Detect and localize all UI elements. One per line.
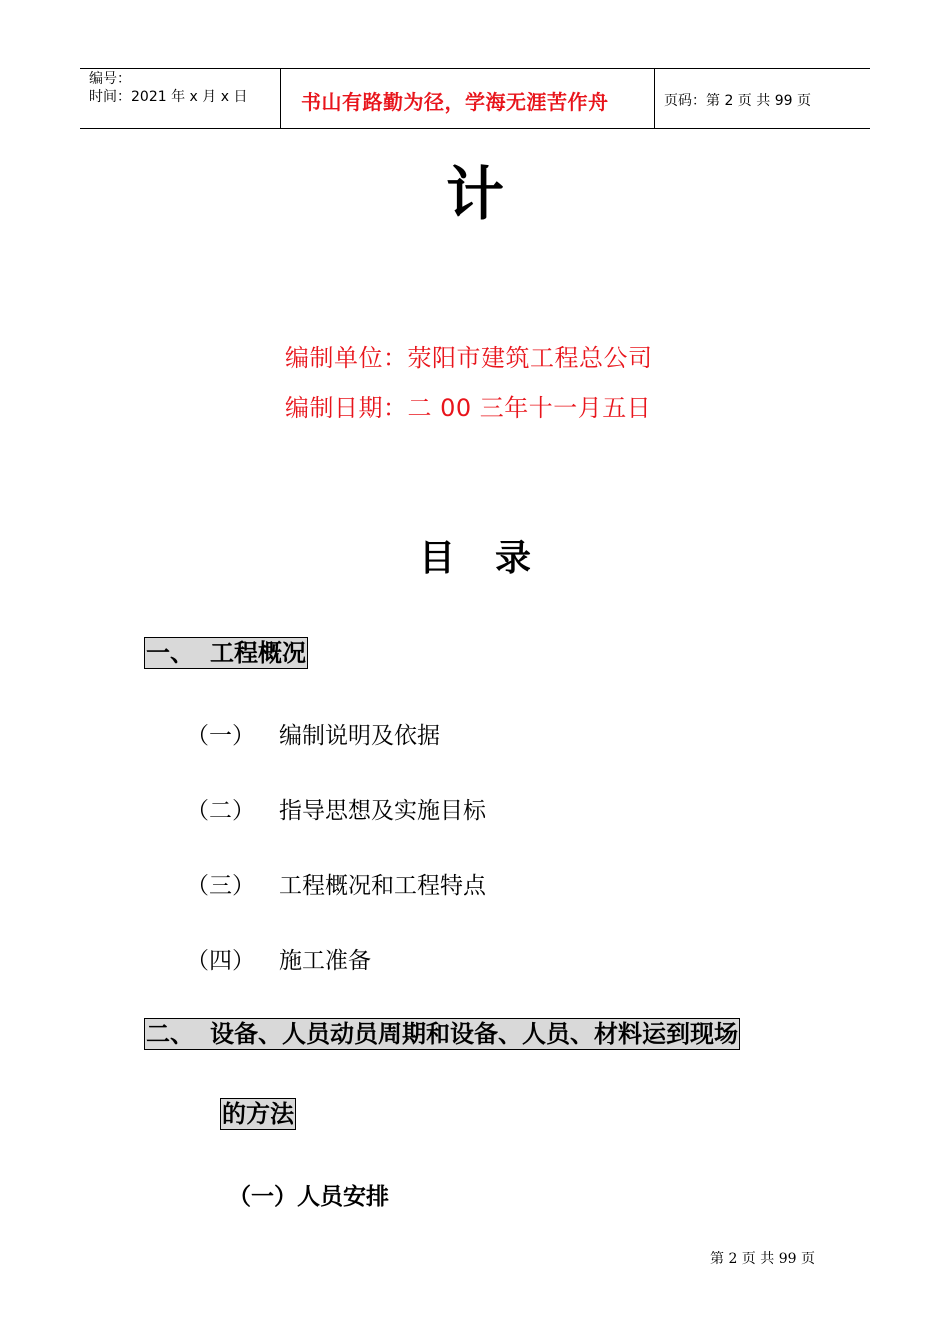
toc-item-number: （一） <box>186 723 255 749</box>
toc-title: 目录 <box>418 538 571 579</box>
toc-item-number: （三） <box>186 873 255 899</box>
toc-item-number: （二） <box>186 798 255 824</box>
toc-section-label: 设备、人员动员周期和设备、人员、材料运到现场 <box>210 1020 738 1048</box>
header-motto: 书山有路勤为径，学海无涯苦作舟 <box>301 90 609 114</box>
toc-section-1 <box>144 637 308 669</box>
header-page-info: 页码：第 2 页 共 99 页 <box>664 93 811 109</box>
toc-section-2-continued <box>220 1098 296 1130</box>
header-left-cell <box>80 69 281 129</box>
toc-item-label: 编制说明及依据 <box>279 723 440 749</box>
header-middle-cell <box>281 69 655 129</box>
page-header <box>80 68 870 129</box>
toc-item-label: 施工准备 <box>279 948 371 974</box>
toc-item-label: 工程概况和工程特点 <box>279 873 486 899</box>
toc-subsection: （一）人员安排 <box>228 1184 389 1210</box>
toc-section-number: 二、 <box>146 1020 194 1048</box>
header-right-cell <box>655 69 870 129</box>
toc-section-number: 一、 <box>146 639 194 667</box>
compiling-date: 编制日期：二 00 三年十一月五日 <box>285 394 652 422</box>
toc-section-label-continued: 的方法 <box>222 1100 294 1128</box>
document-time-label: 时间：2021 年 x 月 x 日 <box>89 89 248 105</box>
title-fragment: 计 <box>445 160 504 228</box>
toc-item-label: 指导思想及实施目标 <box>279 798 486 824</box>
document-number-label: 编号： <box>89 71 131 87</box>
compiling-organization: 编制单位：荥阳市建筑工程总公司 <box>285 344 653 372</box>
toc-section-label: 工程概况 <box>210 639 306 667</box>
page-footer: 第 2 页 共 99 页 <box>710 1251 815 1267</box>
toc-section-2 <box>144 1018 740 1050</box>
toc-item-number: （四） <box>186 948 255 974</box>
